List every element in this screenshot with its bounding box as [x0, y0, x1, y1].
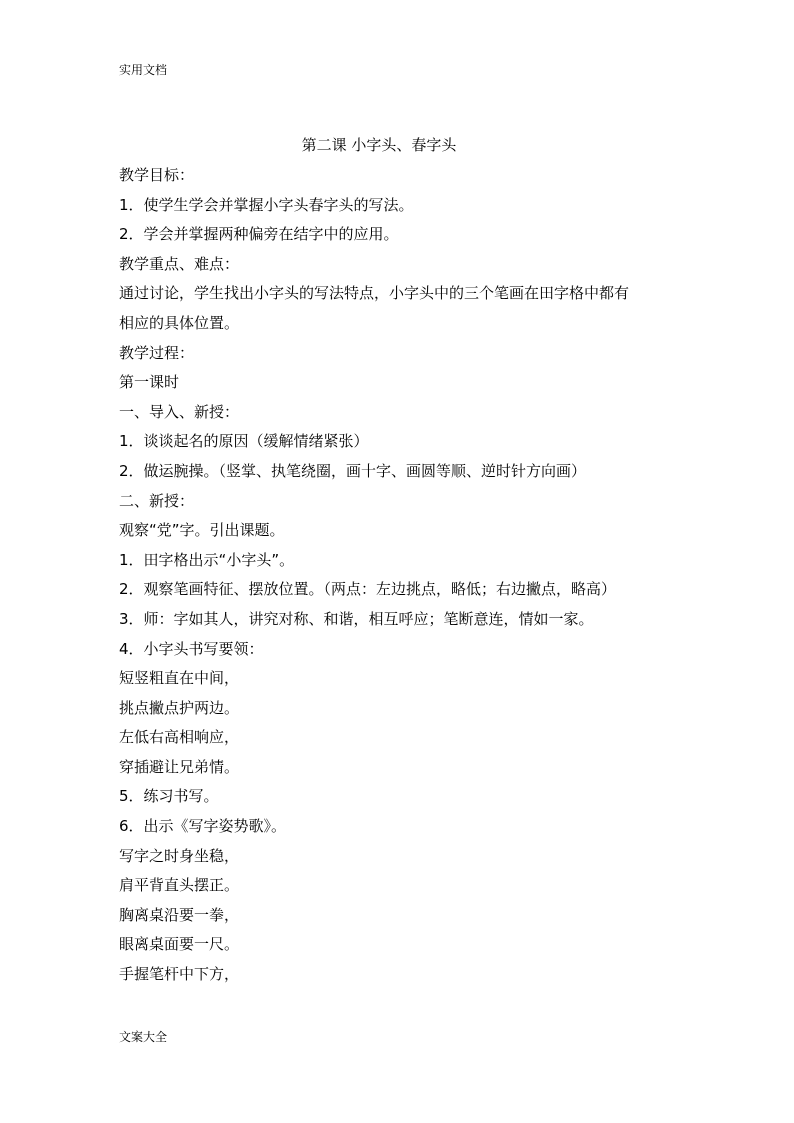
- text-line: 教学重点、难点：: [119, 254, 240, 273]
- text-line: 5．练习书写。: [119, 787, 219, 806]
- text-line: 6．出示《写字姿势歌》。: [119, 817, 287, 836]
- text-line: 2．做运腕操。（竖掌、执笔绕圈，画十字、画圆等顺、逆时针方向画）: [119, 461, 587, 480]
- text-line: 2．学会并掌握两种偏旁在结字中的应用。: [119, 225, 399, 244]
- text-line: 左低右高相响应，: [119, 728, 240, 747]
- text-line: 观察“党”字。引出课题。: [119, 521, 285, 540]
- text-line: 通过讨论，学生找出小字头的写法特点，小字头中的三个笔画在田字格中都有: [119, 284, 630, 303]
- text-line: 短竖粗直在中间，: [119, 669, 240, 688]
- text-line: 第一课时: [119, 373, 180, 392]
- text-line: 手握笔杆中下方，: [119, 965, 240, 984]
- page-footer-label: 文案大全: [119, 1030, 168, 1044]
- text-line: 胸离桌沿要一拳，: [119, 905, 240, 924]
- document-title: 第二课 小字头、春字头: [301, 136, 457, 154]
- text-line: 穿插避让兄弟情。: [119, 757, 240, 776]
- text-line: 3．师：字如其人，讲究对称、和谐，相互呼应；笔断意连，情如一家。: [119, 609, 594, 628]
- text-line: 眼离桌面要一尺。: [119, 935, 240, 954]
- text-line: 1．使学生学会并掌握小字头春字头的写法。: [119, 195, 414, 214]
- text-line: 一、导入、新授：: [119, 402, 240, 421]
- text-line: 教学目标：: [119, 166, 195, 184]
- text-line: 肩平背直头摆正。: [119, 876, 240, 895]
- page-header-label: 实用文档: [119, 63, 168, 77]
- text-line: 4．小字头书写要领：: [119, 639, 264, 658]
- text-line: 挑点撇点护两边。: [119, 698, 240, 717]
- text-line: 1．田字格出示“小字头”。: [119, 550, 295, 569]
- text-line: 1．谈谈起名的原因（缓解情绪紧张）: [119, 432, 369, 451]
- text-line: 2．观察笔画特征、摆放位置。（两点：左边挑点，略低；右边撇点，略高）: [119, 580, 617, 599]
- text-line: 教学过程：: [119, 343, 195, 362]
- text-line: 写字之时身坐稳，: [119, 846, 240, 865]
- text-line: 相应的具体位置。: [119, 313, 240, 332]
- document-body: [119, 161, 675, 990]
- text-line: 二、新授：: [119, 491, 195, 510]
